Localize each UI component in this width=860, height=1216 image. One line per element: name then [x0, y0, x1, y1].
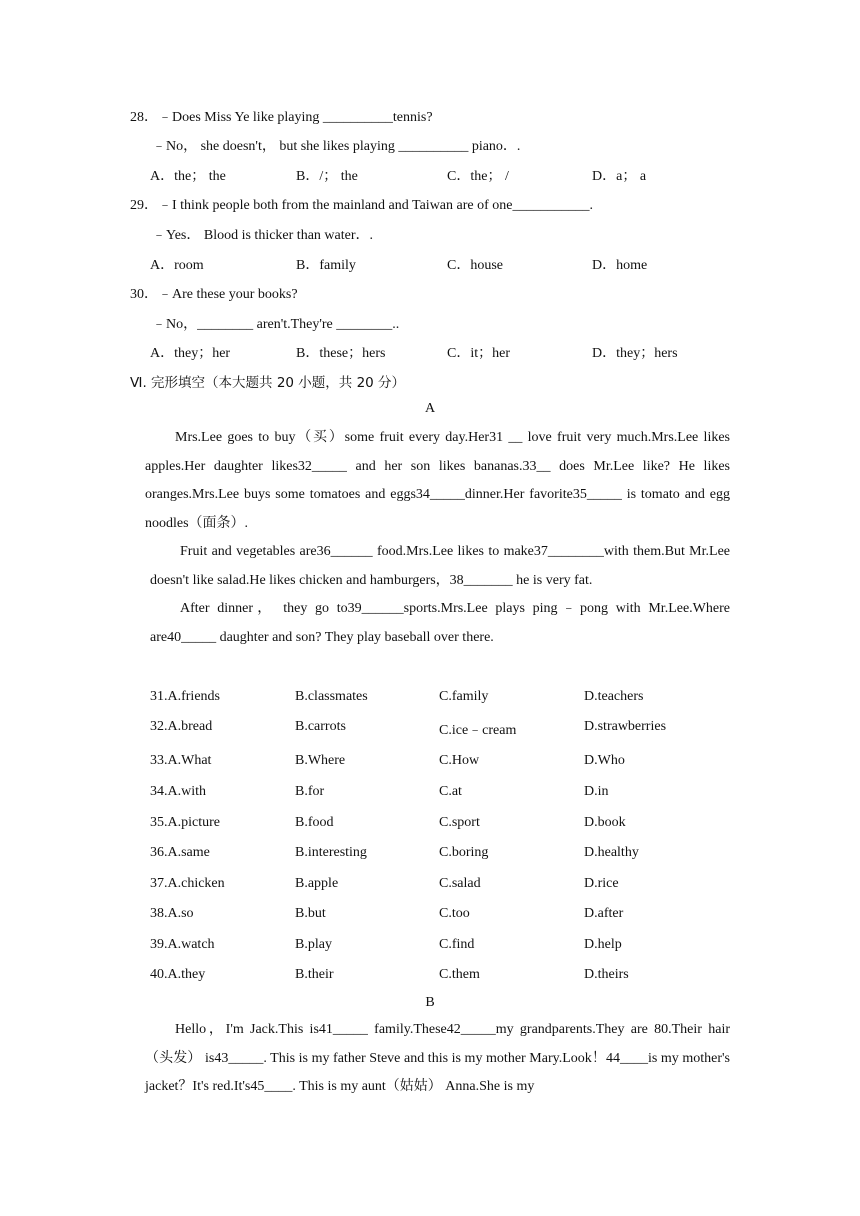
- choice-40-d: D.theirs: [584, 967, 629, 982]
- choice-33-c: C.How: [439, 753, 480, 768]
- choice-39-c: C.find: [439, 937, 475, 952]
- passage-a-paragraph-3: [150, 595, 730, 652]
- choice-31-c: C.family: [439, 689, 489, 704]
- choice-33-b: B.Where: [295, 753, 346, 768]
- passage-a-paragraph-1-text: Mrs.Lee goes to buy（买）some fruit every day.Her31 __ love fruit very much.Mrs.Lee likes apples.Her daughter likes32_____ and her son likes bananas.33__ does Mr.Lee like? He likes oranges.Mrs.Lee buys some tomatoes and eggs34_____dinner.Her favorite35_____ is tomato and egg noodles（面条）.: [145, 430, 730, 531]
- choice-33-d: D.Who: [584, 753, 625, 768]
- choice-39-b: B.play: [295, 937, 332, 952]
- choice-34-d: D.in: [584, 784, 609, 799]
- choice-35-c: C.sport: [439, 815, 480, 830]
- choice-32-d: D.strawberries: [584, 719, 667, 734]
- choice-36-b: B.interesting: [295, 845, 367, 860]
- question-29-option-a: A．room: [150, 258, 204, 273]
- passage-a-paragraph-1: [145, 424, 730, 538]
- passage-b-paragraph-text: Hello，I'm Jack.This is41_____ family.These42_____my grandparents.They are 80.Their hair（头发） is43_____. This is my father Steve and this is my mother Mary.Look！44____is my mother's jacket？It's red.It's45____. This is my aunt（姑姑） Anna.She is my: [145, 1022, 730, 1094]
- choice-32-b: B.carrots: [295, 719, 346, 734]
- choice-40-c: C.them: [439, 967, 480, 982]
- choice-31-d: D.teachers: [584, 689, 644, 704]
- choice-38-d: D.after: [584, 906, 624, 921]
- choice-32-a: 32.A.bread: [150, 719, 213, 734]
- question-29-stem: 29．﹣I think people both from the mainland and Taiwan are of one___________.: [130, 198, 593, 213]
- choice-40-b: B.their: [295, 967, 334, 982]
- passage-a-paragraph-2-text: Fruit and vegetables are36______ food.Mrs.Lee likes to make37________with them.But Mr.Lee doesn't like salad.He likes chicken and hamburgers，38_______ he is very fat.: [150, 544, 730, 588]
- question-28-option-c: C．the； /: [447, 169, 509, 184]
- choice-34-a: 34.A.with: [150, 784, 206, 799]
- passage-a-paragraph-3-text: After dinner， they go to39______sports.Mrs.Lee plays ping﹣pong with Mr.Lee.Where are40_____ daughter and son? They play baseball over there.: [150, 601, 730, 645]
- choice-32-c: C.ice﹣cream: [439, 723, 517, 738]
- choice-37-a: 37.A.chicken: [150, 876, 225, 891]
- question-30-option-c: C．it；her: [447, 346, 510, 361]
- question-29-option-c: C．house: [447, 258, 503, 273]
- question-28-option-a: A．the； the: [150, 169, 226, 184]
- question-30-option-d: D．they；hers: [592, 346, 678, 361]
- choice-36-d: D.healthy: [584, 845, 639, 860]
- passage-b-paragraph: [145, 1016, 730, 1102]
- passage-a-label: A: [424, 401, 436, 416]
- question-30-reply: ﹣No，________ aren't.They're ________..: [152, 317, 400, 332]
- passage-a-paragraph-2: [150, 538, 730, 595]
- question-30-option-a: A．they；her: [150, 346, 231, 361]
- question-29-option-d: D．home: [592, 258, 648, 273]
- choice-37-c: C.salad: [439, 876, 481, 891]
- section-heading: Ⅵ. 完形填空（本大题共 20 小题，共 20 分）: [130, 375, 406, 391]
- choice-31-b: B.classmates: [295, 689, 368, 704]
- question-28-stem: 28．﹣Does Miss Ye like playing __________tennis?: [130, 110, 433, 125]
- choice-39-a: 39.A.watch: [150, 937, 215, 952]
- question-28-option-d: D．a； a: [592, 169, 647, 184]
- question-29-reply: ﹣Yes． Blood is thicker than water．.: [152, 228, 373, 243]
- passage-b-label: B: [425, 995, 435, 1010]
- choice-40-a: 40.A.they: [150, 967, 206, 982]
- question-29-option-b: B．family: [296, 258, 356, 273]
- choice-34-c: C.at: [439, 784, 462, 799]
- choice-31-a: 31.A.friends: [150, 689, 220, 704]
- question-30-stem: 30．﹣Are these your books?: [130, 287, 298, 302]
- choice-38-a: 38.A.so: [150, 906, 194, 921]
- choice-35-b: B.food: [295, 815, 334, 830]
- choice-35-d: D.book: [584, 815, 626, 830]
- choice-38-b: B.but: [295, 906, 326, 921]
- choice-34-b: B.for: [295, 784, 325, 799]
- choice-39-d: D.help: [584, 937, 622, 952]
- choice-37-d: D.rice: [584, 876, 619, 891]
- choice-36-c: C.boring: [439, 845, 489, 860]
- choice-38-c: C.too: [439, 906, 470, 921]
- question-30-option-b: B．these；hers: [296, 346, 386, 361]
- choice-33-a: 33.A.What: [150, 753, 212, 768]
- choice-37-b: B.apple: [295, 876, 339, 891]
- choice-36-a: 36.A.same: [150, 845, 210, 860]
- choice-35-a: 35.A.picture: [150, 815, 220, 830]
- question-28-option-b: B．/； the: [296, 169, 358, 184]
- question-28-reply: ﹣No， she doesn't， but she likes playing __________ piano．.: [152, 139, 521, 154]
